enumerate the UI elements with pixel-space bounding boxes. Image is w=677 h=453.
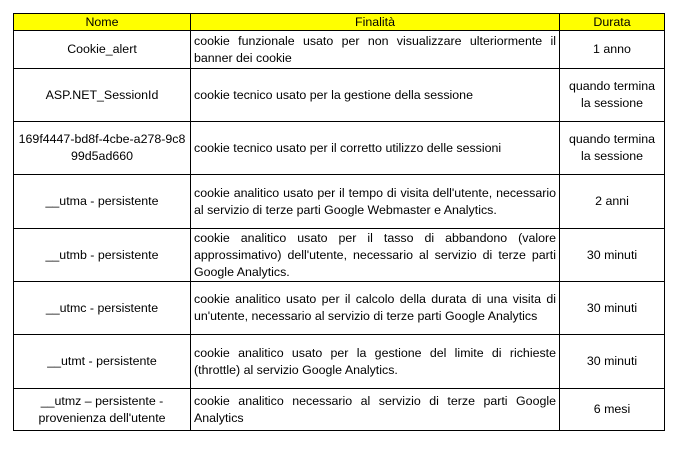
table-row — [14, 389, 665, 431]
cookie-name-cell: Cookie_alert — [14, 31, 191, 69]
cookie-duration-cell: 30 minuti — [560, 282, 665, 335]
cookie-name-cell: __utma - persistente — [14, 175, 191, 229]
cookie-name-cell: 169f4447-bd8f-4cbe-a278-9c899d5ad660 — [14, 122, 191, 175]
table-row — [14, 335, 665, 389]
table-row — [14, 69, 665, 122]
table-row — [14, 229, 665, 282]
cookie-name-cell: __utmc - persistente — [14, 282, 191, 335]
cookie-duration-cell: quando termina la sessione — [560, 122, 665, 175]
column-header-duration: Durata — [560, 14, 665, 31]
cookie-purpose-cell: cookie funzionale usato per non visualizzare ulteriormente il banner dei cookie — [191, 31, 560, 69]
cookie-name-cell: __utmb - persistente — [14, 229, 191, 282]
table-header — [14, 14, 665, 31]
cookie-purpose-cell: cookie analitico usato per il calcolo della durata di una visita di un'utente, necessario al servizio di terze parti Google Analytics — [191, 282, 560, 335]
table-row — [14, 122, 665, 175]
cookie-duration-cell: 6 mesi — [560, 389, 665, 431]
cookie-name-cell: ASP.NET_SessionId — [14, 69, 191, 122]
column-header-name: Nome — [14, 14, 191, 31]
cookie-purpose-cell: cookie analitico usato per la gestione del limite di richieste (throttle) al servizio Google Analytics. — [191, 335, 560, 389]
cookie-table-wrapper — [13, 13, 665, 431]
cookie-duration-cell: quando termina la sessione — [560, 69, 665, 122]
cookie-duration-cell: 30 minuti — [560, 229, 665, 282]
cookie-name-cell: __utmz – persistente - provenienza dell'utente — [14, 389, 191, 431]
cookie-purpose-cell: cookie tecnico usato per la gestione della sessione — [191, 69, 560, 122]
cookie-duration-cell: 1 anno — [560, 31, 665, 69]
cookie-duration-cell: 2 anni — [560, 175, 665, 229]
column-header-purpose: Finalità — [191, 14, 560, 31]
table-body — [14, 31, 665, 431]
cookie-table — [13, 13, 665, 431]
header-row — [14, 14, 665, 31]
cookie-purpose-cell: cookie analitico necessario al servizio di terze parti Google Analytics — [191, 389, 560, 431]
cookie-purpose-cell: cookie analitico usato per il tasso di abbandono (valore approssimativo) dell'utente, necessario al servizio di terze parti Google Analytics. — [191, 229, 560, 282]
cookie-duration-cell: 30 minuti — [560, 335, 665, 389]
cookie-name-cell: __utmt - persistente — [14, 335, 191, 389]
cookie-purpose-cell: cookie tecnico usato per il corretto utilizzo delle sessioni — [191, 122, 560, 175]
table-row — [14, 282, 665, 335]
table-row — [14, 175, 665, 229]
table-row — [14, 31, 665, 69]
cookie-purpose-cell: cookie analitico usato per il tempo di visita dell'utente, necessario al servizio di terze parti Google Webmaster e Analytics. — [191, 175, 560, 229]
